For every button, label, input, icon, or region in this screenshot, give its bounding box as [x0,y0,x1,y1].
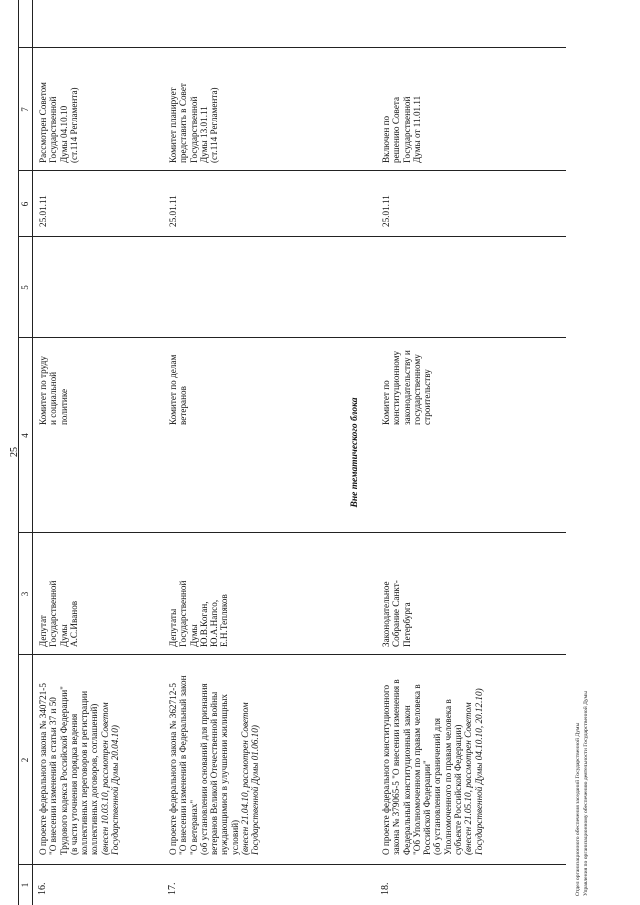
row-number: 18. [380,882,391,895]
committee [38,338,69,425]
status-line: представить в Совет [178,83,189,163]
initiator-line: Законодательное [381,581,391,647]
desc-line: коллективных переговоров и регистрации [79,691,90,855]
col-divider-7 [18,47,566,48]
status-line: Включен по [381,115,391,163]
initiator [168,535,230,647]
committee [381,338,432,425]
desc-line: "О внесении изменений в Федеральный закон [178,675,189,855]
bill-description [38,655,120,855]
header-col-2: 2 [20,757,30,763]
desc-line: О проекте федерального закона № 340721-5 [38,683,48,855]
note-line: (внесен 21.05.10, рассмотрен Советом [463,702,474,855]
block-title: Вне тематического блока [350,397,360,508]
status-line: Государственной [48,96,59,163]
header-col-5: 5 [20,285,30,290]
desc-line: О проекте федерального закона № 362712-5 [168,683,178,855]
review-date: 25.01.11 [38,195,48,227]
status-line: Думы от 11.01.11 [411,95,422,163]
row-number: 16. [37,882,48,895]
desc-line: Уполномоченного по правам человека в [442,699,453,855]
initiator-line: Государственной [48,580,59,647]
bill-description [381,655,484,855]
desc-line: О проекте федерального конституционного [381,684,391,855]
initiator [38,535,79,647]
desc-line: (об установлении оснований для признания [198,683,209,855]
committee-line: ветеранов [178,386,189,425]
header-col-3: 3 [20,591,30,597]
initiator-line: А.С.Иванов [68,600,79,647]
status-line: (ст.114 Регламента) [68,87,79,163]
desc-line: Трудового кодекса Российской Федерации" [58,686,69,855]
desc-line: коллективных договоров, соглашений) [89,703,100,855]
status [38,50,79,163]
footer [575,691,590,896]
status-line: (ст.114 Регламента) [209,87,220,163]
desc-line: (об установлении ограничений для [432,717,443,855]
committee-line: Комитет по [381,380,391,425]
header-col-1: 1 [20,882,30,888]
initiator-line: Петербурга [401,602,412,647]
committee [168,338,189,425]
status [381,50,422,163]
committee-line: законодательству и [401,350,412,425]
status-line: Комитет планирует [168,87,178,163]
committee-line: политике [58,388,69,425]
header-bottom-border [32,0,33,905]
desc-line: закона № 379065-5 "О внесении изменения в [391,679,402,855]
desc-line: "Об Уполномоченном по правам человека в [411,684,422,855]
initiator-line: Ю.В.Коган, [198,601,209,647]
header-col-6: 6 [20,201,30,207]
desc-line: Федеральный конституционный закон [401,705,412,855]
initiator-line: Депутаты [168,608,178,647]
initiator-line: Думы [58,624,69,647]
initiator-line: Собрание Санкт- [391,580,402,647]
review-date: 25.01.11 [381,195,391,227]
initiator-line: Думы [188,624,199,647]
status-line: Государственной [401,96,412,163]
committee-line: конституционному [391,350,402,425]
note-line: Государственной Думы 20.04.10) [110,725,121,855]
note-line: Государственной Думы 04.10.10, 20.12.10) [473,688,484,855]
desc-line: Российской Федерации" [422,760,433,855]
footer-line: Управления по организационному обеспечению деятельности Государственной Думы [582,691,589,896]
header-col-4: 4 [20,433,30,438]
col-divider-1 [18,864,566,865]
committee-line: строительству [422,369,433,425]
desc-line: условий) [229,819,240,855]
initiator-line: Ю.А.Напсо, [209,599,220,647]
committee-line: государственному [411,354,422,425]
note-line: (внесен 21.04.10, рассмотрен Советом [240,702,251,855]
desc-line: (в части уточнения порядка ведения [68,713,79,855]
desc-line: "О внесении изменений в статьи 37 и 50 [48,697,59,855]
status-line: Государственной [188,96,199,163]
desc-line: "О ветеранах" [188,799,199,855]
status-line: Думы 13.01.11 [198,106,209,163]
status-line: решению Совета [391,96,402,163]
col-divider-4 [18,337,566,338]
desc-line: нуждающимися в улучшении жилищных [219,693,230,855]
header-col-7: 7 [20,107,30,112]
initiator-line: Е.Н.Тепляков [219,594,230,647]
committee-line: и социальной [48,371,59,425]
status-line: Думы 04.10.10 [58,105,69,163]
initiator-line: Государственной [178,580,189,647]
committee-line: Комитет по делам [168,354,178,425]
note-line: (внесен 10.03.10, рассмотрен Советом [99,702,110,855]
desc-line: субъекте Российской Федерации) [453,724,464,855]
col-divider-6 [18,170,566,171]
bill-description [168,655,261,855]
review-date: 25.01.11 [168,195,178,227]
col-divider-5 [18,236,566,237]
initiator-line: Депутат [38,615,48,647]
status-line: Рассмотрен Советом [38,82,48,163]
status [168,50,219,163]
col-divider-3 [18,532,566,533]
footer-line: Отдел организационного обеспечения заседаний Государственной Думы [575,722,581,896]
committee-line: Комитет по труду [38,356,48,425]
initiator [381,535,412,647]
desc-line: ветеранов Великой Отечественной войны [209,691,220,855]
row-number: 17. [167,882,178,895]
note-line: Государственной Думы 01.06.10) [250,725,261,855]
page-number: 25 [9,447,20,457]
